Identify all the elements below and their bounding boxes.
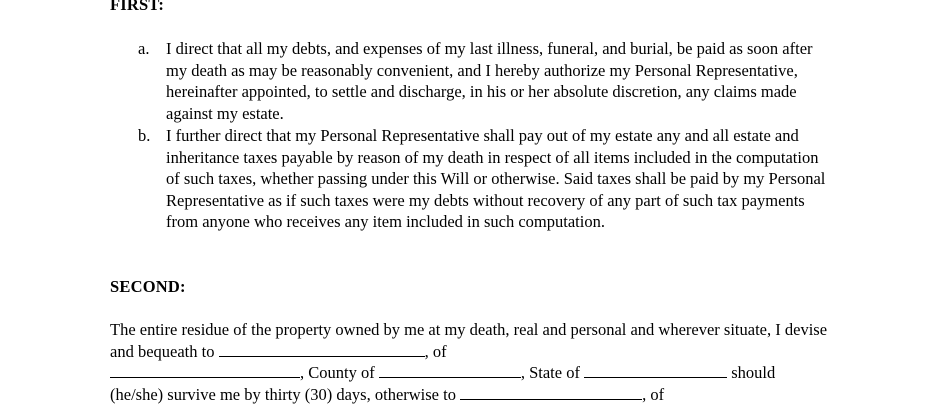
beneficiary-city-blank[interactable]: [110, 363, 300, 378]
list-marker: b.: [138, 126, 151, 145]
list-marker: a.: [138, 39, 150, 58]
county-blank[interactable]: [379, 363, 521, 378]
section-heading-first: FIRST:: [110, 0, 165, 14]
list-item-text: I further direct that my Personal Representative shall pay out of my estate any and all estate and inheritance taxes payable by reason of my death in respect of all items included in the computation of such taxes, whether passing under this Will or otherwise. Said taxes shall be paid by my Personal Representative as if such taxes were my debts without recovery of any part of such tax payments from anyone who receives any item included in such computation.: [166, 126, 826, 231]
residue-text: , of: [424, 341, 447, 361]
alternate-beneficiary-blank[interactable]: [460, 385, 642, 400]
residue-text: should (he/she) survive me by thirty (30) days, otherwise to: [110, 363, 776, 404]
list-item-b: [138, 125, 838, 233]
residue-text: , County of: [300, 363, 379, 382]
state-blank[interactable]: [584, 363, 727, 378]
list-item-a: [138, 38, 838, 124]
residue-paragraph: [110, 319, 830, 405]
residue-text: , of: [642, 384, 665, 404]
list-item-text: I direct that all my debts, and expenses of my last illness, funeral, and burial, be paid as soon after my death as may be reasonably convenient, and I hereby authorize my Personal Representative, hereinafter appointed, to settle and discharge, in his or her absolute discretion, any claims made against my estate.: [166, 39, 813, 123]
residue-text: The entire residue of the property owned by me at my death, real and personal and wherever situate, I devise and bequeath to: [110, 320, 828, 361]
beneficiary-name-blank[interactable]: [219, 342, 425, 357]
residue-text: , State of: [520, 363, 585, 382]
section-heading-second: SECOND:: [110, 277, 186, 296]
